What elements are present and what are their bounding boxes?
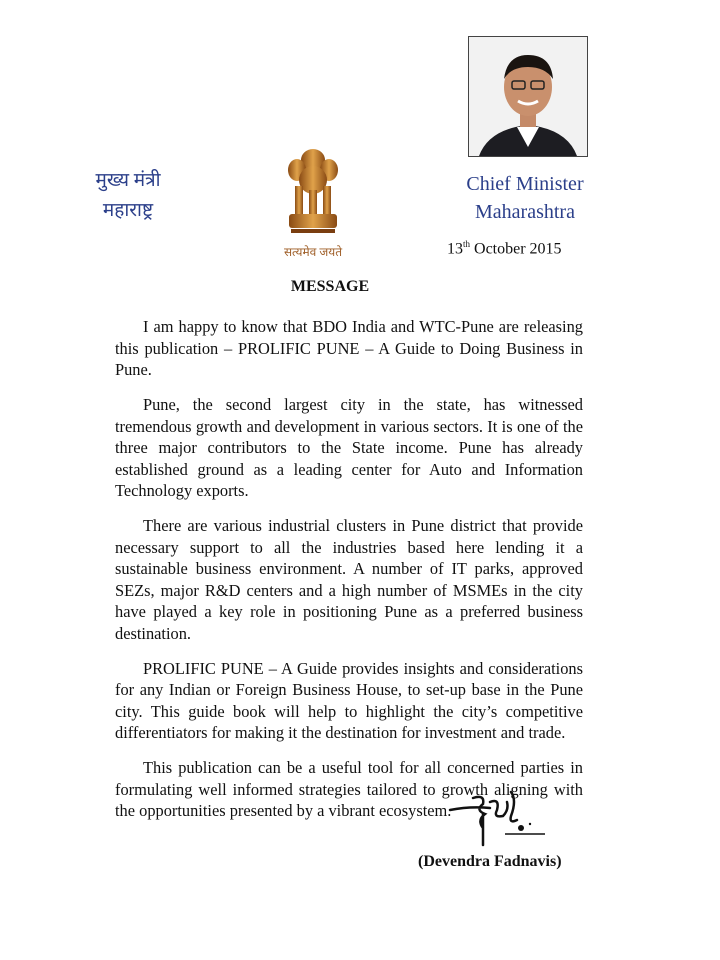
date-rest: October 2015 <box>470 240 562 258</box>
signature-icon <box>445 790 555 850</box>
date-day: 13 <box>447 240 463 258</box>
paragraph-2: Pune, the second largest city in the state, has witnessed tremendous growth and development in various sectors. It is one of the three major contributors to the State income. Pune has already established ground as a leading center for Auto and Information Technology exports. <box>115 395 583 500</box>
hindi-title <box>88 166 168 226</box>
paragraph-3: There are various industrial clusters in Pune district that provide necessary support to all the industries based here lending it a sustainable business environment. A number of IT parks, approved SEZs, major R&D centers and a high number of MSMEs in the city have played a key role in positioning Pune as a preferred business destination. <box>115 516 583 643</box>
portrait-photo <box>468 36 588 157</box>
emblem-motto: सत्यमेव जयते <box>283 245 343 259</box>
message-heading: MESSAGE <box>290 278 370 295</box>
date-suffix: th <box>463 239 471 249</box>
paragraph-4: PROLIFIC PUNE – A Guide provides insights and considerations for any Indian or Foreign Business House, to set-up base in the Pune city. This guide book will help to highlight the city’s competitive differentiators for making it the destination for investment and trade. <box>115 658 583 742</box>
paragraph-5: This publication can be a useful tool for all concerned parties in formulating well informed strategies tailored to growth aligning with the opportunities presented by a vibrant ecosystem. <box>115 758 583 820</box>
office-title-line1: Chief Minister <box>466 173 584 195</box>
office-title <box>455 170 595 226</box>
paragraph-1: I am happy to know that BDO India and WTC-Pune are releasing this publication – PROLIFIC PUNE – A Guide to Doing Business in Pune. <box>115 317 583 379</box>
hindi-title-line2: महाराष्ट्र <box>102 200 154 221</box>
hindi-title-line1: मुख्य मंत्री <box>95 170 161 191</box>
signatory-name: (Devendra Fadnavis) <box>418 853 562 870</box>
message-body <box>115 316 583 835</box>
office-title-line2: Maharashtra <box>475 201 575 223</box>
state-emblem-icon <box>283 146 343 236</box>
letter-date <box>447 239 562 258</box>
